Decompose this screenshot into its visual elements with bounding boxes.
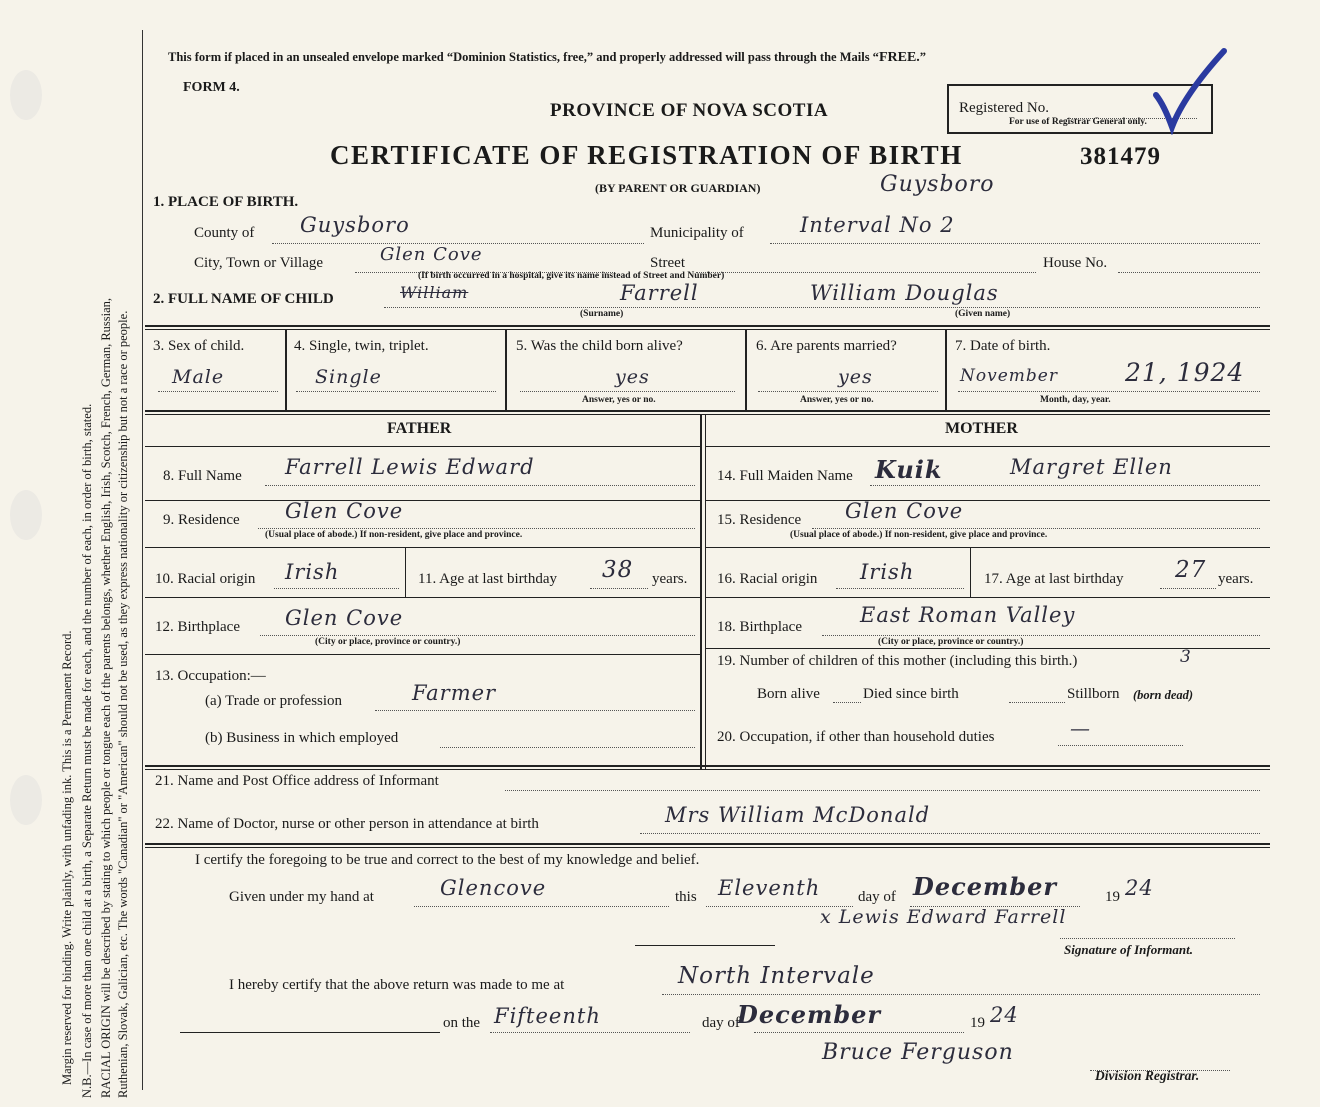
mother-children-label: 19. Number of children of this mother (including this birth.) [717, 653, 1078, 669]
multiple-birth-label: 4. Single, twin, triplet. [294, 338, 429, 354]
father-residence-caption: (Usual place of abode.) If non-resident, give place and province. [265, 530, 523, 540]
registered-no-label: Registered No. [959, 100, 1049, 116]
mother-name-value: Margret Ellen [1010, 455, 1173, 479]
child-surname: Farrell [620, 281, 699, 305]
born-dead-label: (born dead) [1133, 688, 1194, 702]
father-residence-label: 9. Residence [163, 512, 240, 528]
child-name-struck: William [400, 283, 469, 302]
mother-age-value: 27 [1175, 557, 1207, 583]
father-trade-value: Farmer [412, 681, 497, 705]
father-occupation-label: 13. Occupation:— [155, 668, 266, 684]
given-under-label: Given under my hand at [229, 889, 374, 905]
father-birthplace-label: 12. Birthplace [155, 619, 240, 635]
registrar-on-label: on the [443, 1015, 481, 1031]
checkmark-icon [1150, 45, 1230, 135]
doctor-label: 22. Name of Doctor, nurse or other person in attendance at birth [155, 816, 539, 832]
father-residence-value: Glen Cove [285, 499, 404, 523]
registered-no-note: For use of Registrar General only. [1009, 117, 1147, 127]
father-business-label: (b) Business in which employed [205, 730, 399, 746]
father-trade-label: (a) Trade or profession [205, 693, 343, 709]
certify-month-value: December [913, 872, 1058, 901]
binding-hole-bottom [10, 775, 42, 825]
county-annotation: Guysboro [880, 172, 995, 197]
born-alive-caption: Answer, yes or no. [582, 395, 656, 405]
registrar-month-value: December [737, 1000, 882, 1029]
registrar-year-prefix: 19 [970, 1015, 985, 1031]
given-place-value: Glencove [440, 876, 547, 900]
certificate-number: 381479 [1080, 143, 1161, 170]
father-heading: FATHER [387, 420, 452, 437]
margin-note-binding: Margin reserved for binding. Write plainly, with unfading ink. This is a Permanent Record. [60, 630, 74, 1085]
sex-value: Male [172, 366, 225, 388]
informant-label: 21. Name and Post Office address of Informant [155, 773, 439, 789]
father-name-label: 8. Full Name [163, 468, 242, 484]
birth-date-month: November [960, 366, 1058, 386]
this-label: this [675, 889, 697, 905]
father-name-value: Farrell Lewis Edward [285, 455, 535, 479]
stillborn-label: Stillborn [1067, 686, 1120, 702]
mother-birthplace-value: East Roman Valley [860, 603, 1076, 627]
margin-note-racial-origin: RACIAL ORIGIN will be described by stating to which people or tongue each of the parents belongs, whether English, Irish, Scotch, French, German, Russian, [99, 297, 113, 1098]
municipality-value: Interval No 2 [800, 213, 955, 237]
born-alive-label: 5. Was the child born alive? [516, 338, 683, 354]
city-label: City, Town or Village [194, 255, 324, 271]
certify-statement: I certify the foregoing to be true and correct to the best of my knowledge and belief. [195, 852, 700, 868]
mother-birthplace-caption: (City or place, province or country.) [878, 637, 1024, 647]
mail-notice: This form if placed in an unsealed envelope marked “Dominion Statistics, free,” and properly addressed will pass through the Mails “FREE.” [168, 50, 927, 65]
mother-years-label: years. [1218, 571, 1254, 587]
mother-name-label: 14. Full Maiden Name [717, 468, 853, 484]
certify-year-prefix: 19 [1105, 889, 1120, 905]
street-label: Street [650, 255, 685, 271]
given-caption: (Given name) [955, 309, 1011, 319]
registrar-day-value: Fifteenth [494, 1004, 601, 1028]
informant-signature: x Lewis Edward Farrell [820, 906, 1067, 928]
margin-note-ruthenian: Ruthenian, Slovak, Galician, etc. The words "Canadian" or "American" should not be used, as they express nationality or citizenship but not a race or people. [116, 310, 130, 1098]
county-value: Guysboro [300, 213, 410, 237]
province-heading: PROVINCE OF NOVA SCOTIA [550, 100, 829, 121]
form-number: FORM 4. [183, 80, 240, 95]
certify-day-value: Eleventh [718, 876, 821, 900]
child-name-label: 2. FULL NAME OF CHILD [153, 291, 334, 307]
informant-signature-caption: Signature of Informant. [1064, 942, 1193, 957]
registrar-statement: I hereby certify that the above return was made to me at [229, 977, 565, 993]
father-racial-value: Irish [285, 560, 340, 584]
place-of-birth-label: 1. PLACE OF BIRTH. [153, 194, 299, 210]
mother-residence-caption: (Usual place of abode.) If non-resident, give place and province. [790, 530, 1048, 540]
father-age-label: 11. Age at last birthday [418, 571, 557, 587]
binding-margin-line [142, 30, 143, 1090]
mother-occupation-label: 20. Occupation, if other than household duties [717, 729, 995, 745]
mother-racial-value: Irish [860, 560, 915, 584]
multiple-birth-value: Single [315, 366, 382, 388]
registrar-year-value: 24 [990, 1003, 1019, 1027]
binding-hole-middle [10, 490, 42, 540]
mother-age-label: 17. Age at last birthday [984, 571, 1124, 587]
hospital-note: (If birth occurred in a hospital, give its name instead of Street and Number) [418, 271, 725, 281]
parents-married-caption: Answer, yes or no. [800, 395, 874, 405]
house-no-label: House No. [1043, 255, 1108, 271]
mother-occupation-value: — [1070, 716, 1091, 740]
sex-label: 3. Sex of child. [153, 338, 245, 354]
mother-residence-label: 15. Residence [717, 512, 802, 528]
registrar-signature: Bruce Ferguson [822, 1040, 1014, 1065]
birth-date-label: 7. Date of birth. [955, 338, 1051, 354]
mother-birthplace-label: 18. Birthplace [717, 619, 802, 635]
father-years-label: years. [652, 571, 688, 587]
birth-date-caption: Month, day, year. [1040, 395, 1111, 405]
registrar-place-value: North Intervale [678, 963, 875, 989]
born-alive-value: yes [615, 366, 650, 388]
certificate-subtitle: (BY PARENT OR GUARDIAN) [595, 181, 761, 195]
born-alive-count-label: Born alive [757, 686, 820, 702]
city-value: Glen Cove [380, 244, 483, 265]
certificate-title: CERTIFICATE OF REGISTRATION OF BIRTH [330, 140, 963, 170]
doctor-value: Mrs William McDonald [665, 803, 931, 827]
certify-day-of-label: day of [858, 889, 896, 905]
municipality-label: Municipality of [650, 225, 744, 241]
surname-caption: (Surname) [580, 309, 624, 319]
died-since-birth-label: Died since birth [863, 686, 959, 702]
margin-note-nb: N.B.—In case of more than one child at a birth, a Separate Return must be made for each, and the number of each, in order of birth, stated. [80, 403, 94, 1098]
registrar-day-of-label: day of [702, 1015, 740, 1031]
father-racial-label: 10. Racial origin [155, 571, 256, 587]
parents-married-label: 6. Are parents married? [756, 338, 897, 354]
parents-married-value: yes [838, 366, 873, 388]
certify-year-value: 24 [1125, 876, 1154, 900]
county-label: County of [194, 225, 255, 241]
mother-name-struck: Kuik [875, 455, 943, 484]
father-birthplace-value: Glen Cove [285, 606, 404, 630]
birth-date-day-year: 21, 1924 [1125, 358, 1245, 387]
child-given-name: William Douglas [810, 281, 999, 305]
mother-racial-label: 16. Racial origin [717, 571, 818, 587]
registrar-caption: Division Registrar. [1095, 1068, 1200, 1083]
mother-residence-value: Glen Cove [845, 499, 964, 523]
mother-heading: MOTHER [945, 420, 1018, 437]
mother-children-value: 3 [1180, 647, 1192, 667]
father-age-value: 38 [602, 557, 634, 583]
father-birthplace-caption: (City or place, province or country.) [315, 637, 461, 647]
binding-hole-top [10, 70, 42, 120]
